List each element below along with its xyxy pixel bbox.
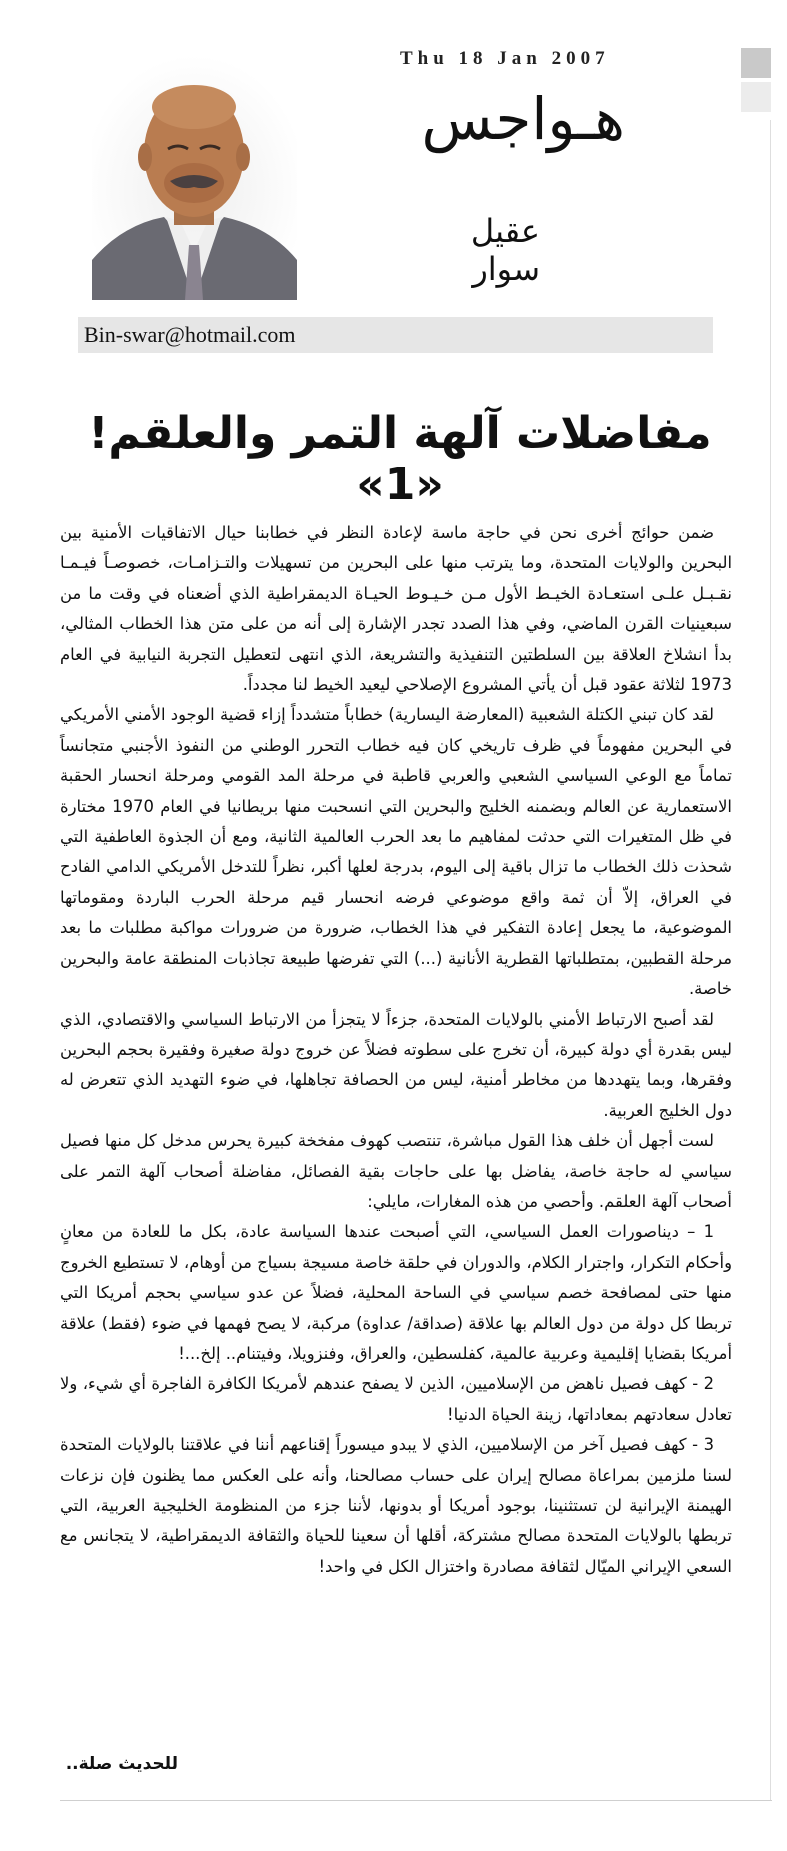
author-photo <box>92 55 297 300</box>
top-gray-square <box>741 48 771 78</box>
email-bar <box>78 317 713 353</box>
article-paragraph: 3 - كهف فصيل آخر من الإسلاميين، الذي لا يبدو ميسوراً إقناعهم أننا في علاقتنا بالولايات المتحدة لسنا ملزمين بمراعاة مصالح إيران على حساب مصالحنا، وأنه على العكس مما يظنون فإن نزعات الهيمنة الإيرانية لن تستثنينا، بوجود أمريكا أو بدونها، لأننا جزء من المنظومة الخليجية العربية، التي تربطها بالولايات المتحدة مصالح مشتركة، أقلها أن سعينا للحياة والثقافة الديمقراطية، لا يتجانس مع السعي الإيراني الميّال لثقافة مصادرة واختزال الكل في واحد! <box>60 1435 732 1576</box>
column-title: هـواجس <box>421 85 625 153</box>
article-paragraph: لقد أصبح الارتباط الأمني بالولايات المتحدة، جزءاً لا يتجزأ من الارتباط السياسي والاقتصادي، الذي ليس بقدرة أي دولة كبيرة، أن تخرج على سطوته فضلاً عن خروج دولة صغيرة وفقيرة بحجم البحرين وفقرها، وبما يتهددها من مخاطر أمنية، ليس من الحصافة تجاهلها، في ضوء التهديد الذي تتعرض له دول الخليج العربية. <box>60 1009 732 1120</box>
article-closing: للحديث صلة.. <box>65 1754 178 1774</box>
article-paragraph: 2 - كهف فصيل ناهض من الإسلاميين، الذين لا يصفح عندهم لأمريكا الكافرة الفاجرة أي شيء، ولا تعادل سعادتهم بمعاداتها، زينة الحياة الدنيا! <box>60 1374 732 1424</box>
article-paragraph: لست أجهل أن خلف هذا القول مباشرة، تنتصب كهوف مفخخة كبيرة يحرس مدخل كل منها فصيل سياسي له حاجة خاصة، يفاضل بها على حاجات بقية الفصائل، مفاضلة أصحاب آلهة التمر على أصحاب آلهة العلقم. وأحصي من هذه المغارات، مايلي: <box>60 1131 732 1211</box>
bottom-divider <box>60 1800 772 1801</box>
light-gray-square <box>741 82 771 112</box>
author-name: عقيل سوار <box>470 212 540 288</box>
article-paragraph: لقد كان تبني الكتلة الشعبية (المعارضة اليسارية) خطاباً متشدداً إزاء قضية الوجود الأمني الأمريكي في البحرين مفهوماً في ظرف تاريخي كان فيه خطاب التحرر الوطني من النفوذ الأجنبي متجانساً تماماً مع الوعي السياسي الشعبي والعربي قاطبة في مرحلة المد القومي ومرحلة انحسار الحقبة الاستعمارية عن العالم وبضمنه الخليج والبحرين التي انسحبت منها بريطانيا في العام 1970 مختارة في ظل المتغيرات التي حدثت لمفاهيم ما بعد الحرب العالمية الثانية، ومع أن الجذوة العاطفية التي شحذت ذلك الخطاب ما تزال باقية إلى اليوم، بدرجة لعلها أكبر، نظراً للتدخل الأمريكي الدامي الفادح في العراق، إلاّ أن ثمة واقع موضوعي فرضه انحسار قيم مرحلة الحرب الباردة ومقوماتها الموضوعية، ما يجعل إعادة التفكير في هذا الخطاب، ضرورة من ضرورات مواكبة مطلبات ما بعد مرحلة القطبين، بمتطلباتها القطرية الأنانية (...) التي تفرضها طبيعة تجاذبات المنطقة عامة والبحرين خاصة. <box>60 705 732 999</box>
right-column-rule <box>770 120 771 1800</box>
article-paragraph: ضمن حوائج أخرى نحن في حاجة ماسة لإعادة النظر في خطابنا حيال الاتفاقيات الأمنية بين البحرين والولايات المتحدة، وما يترتب منها على البحرين من تسهيلات والتـزامـات، خصوصـاً فيـمـا نقـبـل علـى استعـادة الخيـط الأول مـن خـيـوط الحيـاة الديمقراطية الذي أضعناه في وقت ما من سبعينيات القرن الماضي، وفي هذا الصدد تجدر الإشارة إلى أنه من على متن هذا الخطاب المثالي، بدأ انشلاخ العلاقة بين السلطتين التنفيذية والتشريعة، الذي انتهى لتعطيل التجربة النيابية في العام 1973 لثلاثة عقود قبل أن يأتي المشروع الإصلاحي ليعيد الخيط لنا مجدداً. <box>60 523 732 695</box>
article-body <box>60 518 732 1582</box>
article-headline: مفاضلات آلهة التمر والعلقم! «1» <box>88 408 712 510</box>
date-line: Thu 18 Jan 2007 <box>400 48 610 69</box>
author-email[interactable]: Bin-swar@hotmail.com <box>84 322 296 347</box>
article-paragraph: 1 – ديناصورات العمل السياسي، التي أصبحت عندها السياسة عادة، بكل ما للعادة من معانٍ وأحكام التكرار، واجترار الكلام، والدوران في حلقة خاصة مسيجة بسياج من أوهام، لا تستطيع الخروج منها حتى لمصافحة خصم سياسي في الساحة المحلية، فضلاً عن عدو سياسي بحجم أمريكا التي تربطا كل دولة من دول العالم بها علاقة (صداقة/ عداوة) مركبة، لا يصح فهمها في ضوء (فقط) علاقة أمريكا بقضايا إقليمية وعربية عالمية، كفلسطين، والعراق، وفنزويلا، وفيتنام.. إلخ...! <box>60 1222 732 1363</box>
